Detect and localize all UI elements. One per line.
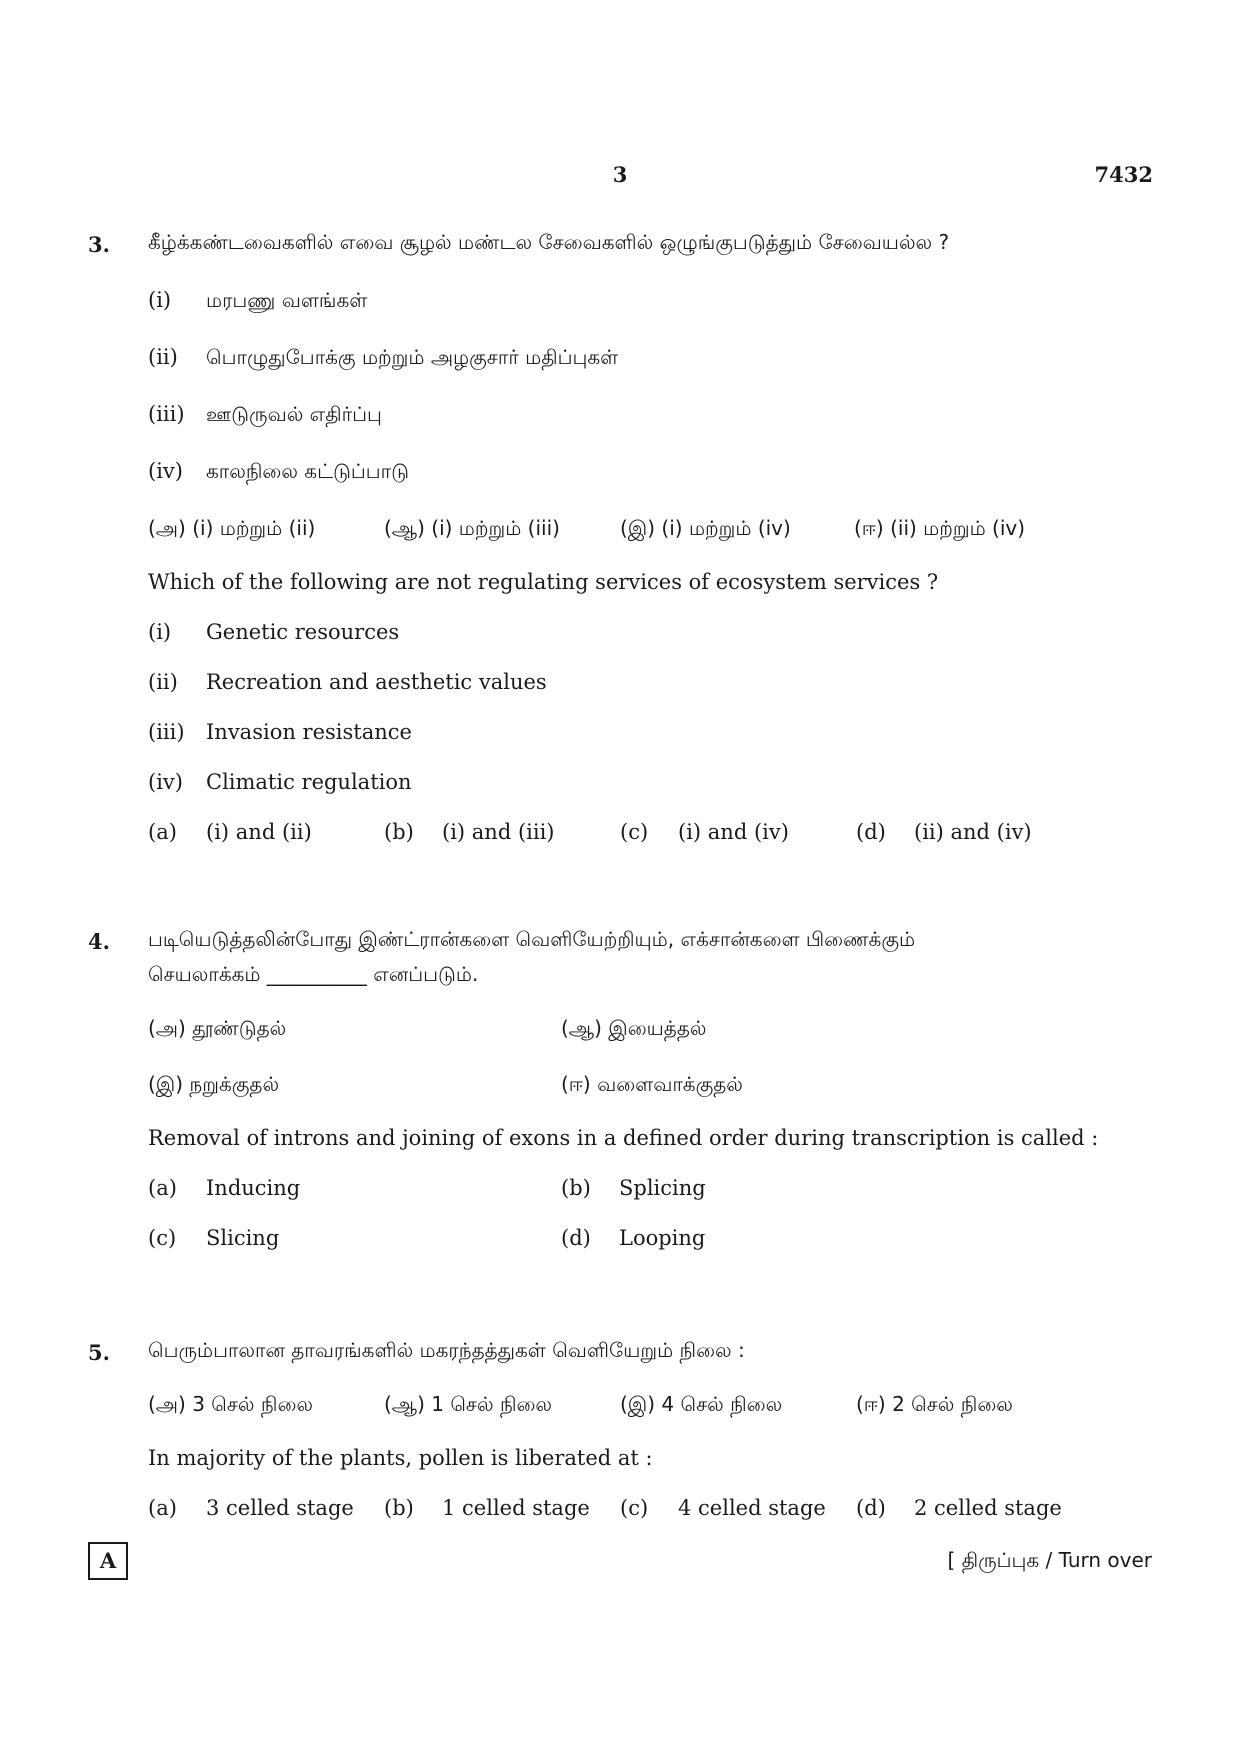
turn-over-note: [ திருப்புக / Turn over	[947, 1548, 1152, 1572]
english-item: (iv) Climatic regulation	[148, 770, 412, 794]
option-d[interactable]: (d) 2 celled stage	[856, 1496, 1062, 1520]
english-item: (ii) Recreation and aesthetic values	[148, 670, 547, 694]
option-c[interactable]: (இ) நறுக்குதல்	[148, 1072, 280, 1096]
option-d[interactable]: (ஈ) 2 செல் நிலை	[856, 1392, 1013, 1416]
option-c[interactable]: (c) (i) and (iv)	[620, 820, 789, 844]
option-a[interactable]: (a) (i) and (ii)	[148, 820, 312, 844]
option-b[interactable]: (b) Splicing	[561, 1176, 706, 1200]
option-d[interactable]: (d) (ii) and (iv)	[856, 820, 1032, 844]
tamil-question-line-1: படியெடுத்தலின்போது இண்ட்ரான்களை வெளியேற்றியும், எக்சான்களை பிணைக்கும்	[148, 927, 916, 951]
english-item: (iii) Invasion resistance	[148, 720, 412, 744]
tamil-question: கீழ்க்கண்டவைகளில் எவை சூழல் மண்டல சேவைகளில் ஒழுங்குபடுத்தும் சேவையல்ல ?	[148, 230, 950, 254]
tamil-item: (iii) ஊடுருவல் எதிர்ப்பு	[148, 402, 382, 426]
option-c[interactable]: (c) Slicing	[148, 1226, 280, 1250]
option-d[interactable]: (ஈ) (ii) மற்றும் (iv)	[854, 516, 1026, 540]
option-a[interactable]: (a) 3 celled stage	[148, 1496, 354, 1520]
option-b[interactable]: (ஆ) (i) மற்றும் (iii)	[384, 516, 560, 540]
question-number: 3.	[88, 232, 110, 257]
tamil-item: (i) மரபணு வளங்கள்	[148, 288, 368, 312]
question-number: 5.	[88, 1340, 110, 1365]
option-d[interactable]: (ஈ) வளைவாக்குதல்	[561, 1072, 743, 1096]
english-question: Removal of introns and joining of exons in a defined order during transcription is called :	[148, 1126, 1099, 1150]
english-question: Which of the following are not regulating services of ecosystem services ?	[148, 570, 939, 594]
english-item: (i) Genetic resources	[148, 620, 400, 644]
option-b[interactable]: (b) 1 celled stage	[384, 1496, 590, 1520]
option-b[interactable]: (b) (i) and (iii)	[384, 820, 555, 844]
tamil-item: (ii) பொழுதுபோக்கு மற்றும் அழகுசார் மதிப்புகள்	[148, 345, 619, 369]
option-b[interactable]: (ஆ) இயைத்தல்	[561, 1016, 707, 1040]
option-a[interactable]: (அ) (i) மற்றும் (ii)	[148, 516, 316, 540]
paper-code: 7432	[1094, 162, 1153, 187]
page-number: 3	[612, 162, 628, 187]
option-b[interactable]: (ஆ) 1 செல் நிலை	[384, 1392, 553, 1416]
option-a[interactable]: (a) Inducing	[148, 1176, 301, 1200]
option-d[interactable]: (d) Looping	[561, 1226, 706, 1250]
tamil-question-line-2: செயலாக்கம் __________ எனப்படும்.	[148, 962, 479, 986]
option-a[interactable]: (அ) தூண்டுதல்	[148, 1016, 287, 1040]
tamil-question: பெரும்பாலான தாவரங்களில் மகரந்தத்துகள் வெளியேறும் நிலை :	[148, 1338, 745, 1362]
series-box: A	[88, 1542, 128, 1580]
tamil-item: (iv) காலநிலை கட்டுப்பாடு	[148, 459, 409, 483]
question-number: 4.	[88, 929, 110, 954]
option-a[interactable]: (அ) 3 செல் நிலை	[148, 1392, 313, 1416]
option-c[interactable]: (இ) (i) மற்றும் (iv)	[620, 516, 791, 540]
option-c[interactable]: (இ) 4 செல் நிலை	[620, 1392, 783, 1416]
english-question: In majority of the plants, pollen is liberated at :	[148, 1446, 653, 1470]
option-c[interactable]: (c) 4 celled stage	[620, 1496, 826, 1520]
